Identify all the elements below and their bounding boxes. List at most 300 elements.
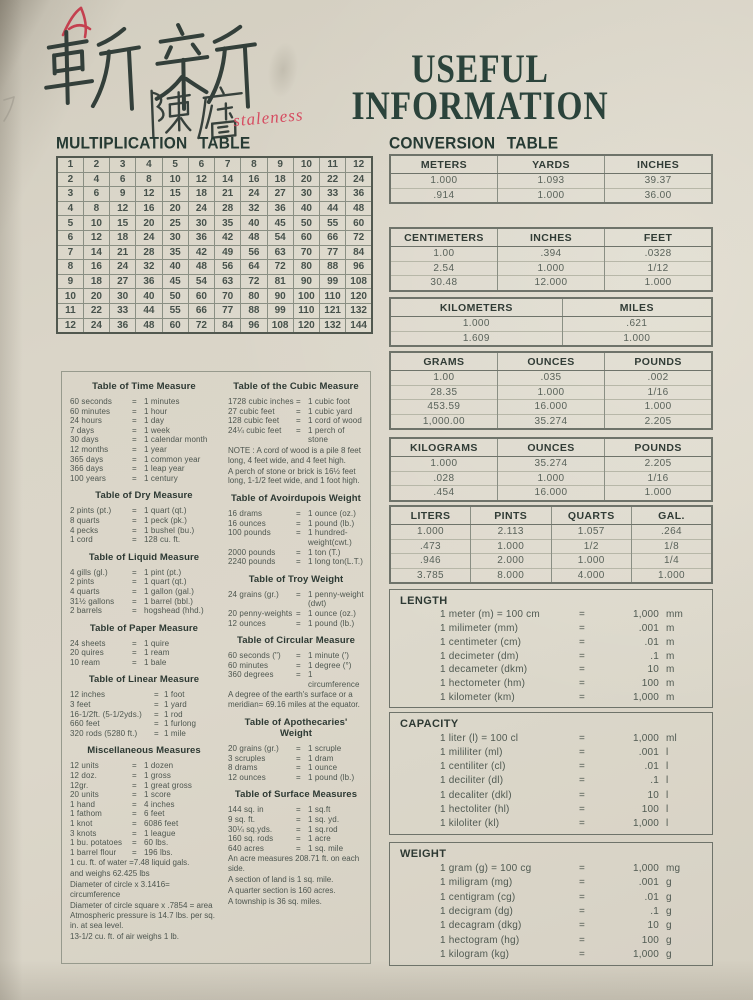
multiplication-cell: 24 [188,201,214,216]
measure-right: 1 minutes [144,397,180,406]
measure-right: 1 hour [144,406,168,416]
metric-label: 1 decimeter (dm) [440,650,519,662]
measure-right: 1 ream [144,648,170,658]
metric-label: 1 decigram (dg) [440,905,514,917]
multiplication-cell: 4 [136,157,162,172]
measure-right: 1 acre [308,834,331,844]
multiplication-cell: 80 [241,289,267,304]
conversion-header-row [390,438,712,457]
conversion-cell: 12.000 [497,276,604,291]
measure-right: 1 ton (T.) [308,547,341,557]
multiplication-cell: 8 [241,157,267,172]
metric-unit: l [666,804,669,816]
measure-left: 8 quarts [70,515,100,525]
measure-section [70,674,218,738]
metric-value: .001 [638,623,659,635]
conversion-cell: 1.057 [551,525,632,540]
equals-sign: = [296,618,301,628]
conversion-grid [389,351,713,430]
measure-row [70,516,218,526]
measure-row [70,506,218,516]
metric-unit: l [666,746,669,758]
equals-sign: = [578,891,586,903]
multiplication-cell: 99 [320,274,346,289]
conversion-header-cell: INCHES [497,228,604,247]
measure-left: 60 seconds [70,397,112,406]
measure-right: 1 yard [164,700,187,710]
equals-sign: = [296,670,301,680]
conversion-cell: .035 [497,371,604,386]
equals-sign: = [296,608,301,618]
conversion-cell: 1/16 [605,385,712,400]
measure-left: 2000 pounds [228,547,276,557]
equals-sign: = [154,728,159,738]
multiplication-cell: 121 [320,303,346,318]
metric-value: 100 [641,677,659,689]
conversion-grid [389,154,713,204]
multiplication-cell: 88 [320,260,346,275]
equals-sign: = [296,518,301,528]
weight-box [389,842,713,966]
multiplication-cell: 9 [267,157,293,172]
capacity-box [389,712,713,835]
multiplication-row [57,201,372,216]
equals-sign: = [132,828,137,838]
metric-unit: ml [666,732,677,744]
measure-left: 2 barrels [70,606,103,616]
metric-row [390,677,712,691]
equals-sign: = [296,772,301,782]
conversion-cell: 2.205 [605,414,712,429]
multiplication-row [57,303,372,318]
conversion-grid [389,505,713,584]
measure-row [70,690,218,700]
measures-column-left [70,374,218,959]
conversion-cell: 1.000 [390,457,497,472]
equals-sign: = [132,525,137,535]
metric-value: 1,000 [632,732,659,744]
multiplication-cell: 14 [215,172,241,187]
measure-left: 20 grains (gr.) [228,744,279,754]
multiplication-cell: 55 [320,216,346,231]
equals-sign: = [132,567,137,577]
conversion-row [390,276,712,291]
multiplication-cell: 50 [293,216,319,231]
multiplication-cell: 18 [110,230,136,245]
equals-sign: = [296,557,301,567]
multiplication-row [57,216,372,231]
conversion-header-cell: LITERS [390,506,471,525]
multiplication-cell: 9 [57,274,83,289]
measure-left: 16-1/2ft. (5-1/2yds.) [70,709,142,719]
multiplication-cell: 8 [57,260,83,275]
metric-row [390,802,712,816]
multiplication-cell: 30 [110,289,136,304]
measure-right: 4 inches [144,799,175,809]
measure-left: 1 bu. potatoes [70,838,123,848]
multiplication-cell: 15 [110,216,136,231]
multiplication-cell: 24 [83,318,109,333]
multiplication-cell: 84 [215,318,241,333]
multiplication-cell: 45 [162,274,188,289]
measure-right: 1 scruple [308,744,342,754]
metric-box-rows [390,861,712,965]
measure-left: 24 hours [70,416,102,426]
multiplication-cell: 7 [57,245,83,260]
conversion-row [390,471,712,486]
conversion-cell: 1.000 [497,261,604,276]
conversion-cell: 1.00 [390,247,497,262]
measure-left: 24 grains (gr.) [228,589,279,599]
measure-row [228,407,364,417]
measure-row [70,526,218,536]
measure-row [228,519,364,529]
measure-right: 1 foot [164,690,185,700]
measure-row [70,577,218,587]
measure-row [70,587,218,597]
multiplication-row [57,245,372,260]
conversion-header-cell: KILOMETERS [390,298,562,317]
multiplication-cell: 48 [241,230,267,245]
multiplication-cell: 16 [136,201,162,216]
multiplication-cell: 45 [267,216,293,231]
length-box [389,589,713,708]
conversion-cell: .028 [390,471,497,486]
measure-left: 3 scruples [228,753,266,763]
equals-sign: = [578,732,586,744]
metric-unit: m [666,623,675,635]
multiplication-cell: 36 [267,201,293,216]
conversion-cell: 1/2 [551,539,632,554]
conversion-row [390,188,712,203]
metric-row [390,663,712,677]
measure-note: A quarter section is 160 acres. [228,885,336,895]
measure-right: 1 mile [164,728,186,738]
conversion-grid [389,297,713,347]
measure-right: 1 pound (lb.) [308,618,355,628]
multiplication-cell: 25 [162,216,188,231]
multiplication-cell: 1 [57,157,83,172]
multiplication-cell: 12 [57,318,83,333]
metric-value: .001 [638,746,659,758]
multiplication-cell: 33 [110,303,136,318]
multiplication-row [57,274,372,289]
multiplication-cell: 2 [57,172,83,187]
metric-unit: l [666,775,669,787]
metric-row [390,788,712,802]
multiplication-cell: 144 [346,318,372,333]
measure-row [70,455,218,465]
measure-left: 2 pints (pt.) [70,506,112,516]
measure-row [70,597,218,607]
measure-row [70,435,218,445]
metric-unit: m [666,677,675,689]
conversion-cell: 16.000 [497,486,604,501]
multiplication-cell: 5 [162,157,188,172]
metric-value: 1,000 [632,818,659,830]
measure-row [70,606,218,616]
equals-sign: = [132,761,137,771]
multiplication-cell: 16 [241,172,267,187]
multiplication-cell: 22 [320,172,346,187]
measure-row [228,557,364,567]
multiplication-cell: 60 [293,230,319,245]
measure-left: 60 minutes [228,660,269,670]
multiplication-cell: 81 [267,274,293,289]
metric-label: 1 mililiter (ml) [440,746,503,758]
equals-sign: = [296,416,301,426]
conversion-cell: 1.00 [390,371,497,386]
measure-row [70,639,218,649]
measure-section [70,381,218,483]
conversion-cell: .473 [390,539,471,554]
multiplication-row [57,157,372,172]
conversion-row [390,317,712,332]
measure-right: 1 league [144,828,176,838]
measure-left: 24 sheets [70,638,106,648]
metric-label: 1 meter (m) = 100 cm [440,609,540,621]
conversion-cell: 36.00 [605,188,712,203]
measure-right: 1 penny-weight (dwt) [308,589,364,609]
metric-box-heading: LENGTH [400,595,448,607]
measure-left: 128 cubic feet [228,416,280,426]
multiplication-cell: 11 [57,303,83,318]
metric-value: 1,000 [632,862,659,874]
multiplication-cell: 72 [346,230,372,245]
multiplication-cell: 27 [267,187,293,202]
measure-left: 3 knots [70,828,97,838]
conversion-row [390,554,712,569]
measure-left: 8 drams [228,763,258,773]
multiplication-cell: 22 [83,303,109,318]
measure-left: 1 knot [70,819,93,828]
measure-right: 1 gallon (gal.) [144,586,194,596]
measure-right: 1 calendar month [144,435,208,445]
measure-left: 12 ounces [228,772,266,782]
multiplication-row [57,172,372,187]
multiplication-cell: 77 [320,245,346,260]
multiplication-cell: 80 [293,260,319,275]
metric-label: 1 decaliter (dkl) [440,789,512,801]
measure-row [70,719,218,729]
measure-row [70,800,218,810]
equals-sign: = [132,416,137,426]
equals-sign: = [578,623,586,635]
measure-left: 20 penny-weights [228,608,293,618]
equals-sign: = [132,657,137,667]
measure-row [228,619,364,629]
measure-note: 13-1/2 cu. ft. of air weighs 1 lb. [70,931,179,941]
multiplication-cell: 24 [110,260,136,275]
measure-right: 1 cubic foot [308,397,351,406]
equals-sign: = [132,596,137,606]
metric-unit: g [666,905,672,917]
equals-sign: = [578,761,586,773]
measure-left: 2240 pounds [228,557,276,567]
conversion-cell: 1.000 [605,400,712,415]
metric-unit: mg [666,862,681,874]
multiplication-cell: 18 [83,274,109,289]
metric-row [390,690,712,704]
multiplication-cell: 56 [241,245,267,260]
multiplication-cell: 12 [110,201,136,216]
equals-sign: = [132,838,137,848]
equals-sign: = [132,799,137,809]
measure-left: 30¼ sq.yds. [228,824,273,834]
conversion-cell: 30.48 [390,276,497,291]
conversion-cell: .914 [390,188,497,203]
measure-right: 1 long ton(L.T.) [308,557,363,567]
measure-right: 128 cu. ft. [144,535,181,545]
measure-left: 640 acres [228,843,265,853]
conversion-header-row [390,352,712,371]
multiplication-cell: 6 [57,230,83,245]
equals-sign: = [154,690,159,700]
red-handwritten-note: staleness [232,105,305,131]
measure-row [70,416,218,426]
multiplication-cell: 70 [293,245,319,260]
measure-right: 1 quire [144,638,170,648]
measure-left: 16 ounces [228,518,266,528]
measure-note: NOTE : A cord of wood is a pile 8 feet long, 4 feet wide, and 4 feet high. [228,445,361,465]
measure-left: 160 sq. rods [228,834,274,844]
measure-row [228,397,364,407]
multiplication-cell: 60 [188,289,214,304]
metric-box-rows [390,731,712,834]
measure-note: and weighs 62.425 lbs [70,869,150,879]
multiplication-cell: 63 [215,274,241,289]
conversion-cell: 1/4 [632,554,713,569]
measure-section [228,717,364,782]
metric-row [390,890,712,904]
metric-value: .1 [650,775,659,787]
measures-column-right [228,374,364,959]
conversion-cell: 1.000 [562,331,712,346]
metric-label: 1 liter (l) = 100 cl [440,732,519,744]
measure-left: 4 quarts [70,586,100,596]
equals-sign: = [296,651,301,661]
measure-section [70,490,218,544]
multiplication-cell: 90 [267,289,293,304]
multiplication-cell: 96 [346,260,372,275]
measure-row [70,848,218,858]
measure-row [70,464,218,474]
equals-sign: = [132,809,137,819]
measure-row [228,528,364,547]
metric-row [390,731,712,745]
measure-row [70,729,218,739]
measure-row [70,648,218,658]
metric-unit: m [666,636,675,648]
metric-unit: l [666,789,669,801]
measure-right: 1 week [144,425,170,435]
measure-left: 27 cubic feet [228,406,275,416]
conversion-table-kilometers-miles [389,297,713,347]
multiplication-cell: 72 [267,260,293,275]
multiplication-cell: 20 [162,201,188,216]
measure-left: 1 barrel flour [70,847,117,857]
equals-sign: = [296,763,301,773]
conversion-row [390,385,712,400]
multiplication-cell: 66 [188,303,214,318]
conversion-header-cell: METERS [390,155,497,174]
measure-right: 1 gross [144,771,171,781]
multiplication-cell: 18 [267,172,293,187]
equals-sign: = [132,638,137,648]
conversion-cell: .264 [632,525,713,540]
multiplication-cell: 6 [110,172,136,187]
multiplication-cell: 12 [136,187,162,202]
measure-left: 60 minutes [70,406,111,416]
equals-sign: = [578,775,586,787]
metric-unit: g [666,920,672,932]
measure-section [70,623,218,668]
equals-sign: = [132,397,137,406]
equals-sign: = [132,847,137,857]
measure-right: 1 sq.rod [308,824,338,834]
equals-sign: = [296,509,301,519]
metric-label: 1 hectometer (hm) [440,677,526,689]
measure-right: 1 sq.ft [308,805,331,815]
measure-right: 1 ounce (oz.) [308,608,356,618]
measure-row [228,744,364,754]
conversion-cell: 1.000 [605,486,712,501]
measure-row [228,773,364,783]
conversion-cell: 16.000 [497,400,604,415]
measure-row [70,781,218,791]
conversion-table-liters-pints-quarts-gal [389,505,713,584]
conversion-header-cell: KILOGRAMS [390,438,497,457]
conversion-header-cell: OUNCES [497,352,604,371]
measure-left: 20 units [70,790,99,800]
metric-box-heading: WEIGHT [400,848,447,860]
multiplication-cell: 14 [83,245,109,260]
multiplication-cell: 4 [83,172,109,187]
equals-sign: = [578,664,586,676]
conversion-header-cell: QUARTS [551,506,632,525]
measure-right: 1 leap year [144,464,185,474]
measure-right: 1 ounce (oz.) [308,509,356,519]
metric-value: 10 [647,664,659,676]
measure-left: 1 cord [70,535,93,545]
measure-note: Diameter of circle square x .7854 = area [70,900,213,910]
equals-sign: = [132,454,137,464]
multiplication-cell: 24 [346,172,372,187]
conversion-cell: 8.000 [471,568,552,583]
measure-right: 1 quart (qt.) [144,506,187,516]
conversion-grid [389,437,713,502]
metric-unit: m [666,691,675,703]
measure-note: A township is 36 sq. miles. [228,896,322,906]
metric-value: .01 [644,891,659,903]
measure-section-title: Table of the Cubic Measure [233,381,359,392]
conversion-cell: 1.000 [390,317,562,332]
multiplication-cell: 108 [346,274,372,289]
metric-unit: g [666,877,672,889]
measure-left: 30 days [70,435,99,445]
measure-section-title: Table of Troy Weight [248,573,344,585]
measure-left: 10 ream [70,657,101,667]
measure-row [70,397,218,407]
multiplication-cell: 56 [215,260,241,275]
equals-sign: = [132,780,137,790]
measure-row [228,815,364,825]
measure-right: 1 cord of wood [308,416,362,426]
measure-row [228,609,364,619]
metric-row [390,919,712,933]
equals-sign: = [578,934,586,946]
multiplication-row [57,230,372,245]
